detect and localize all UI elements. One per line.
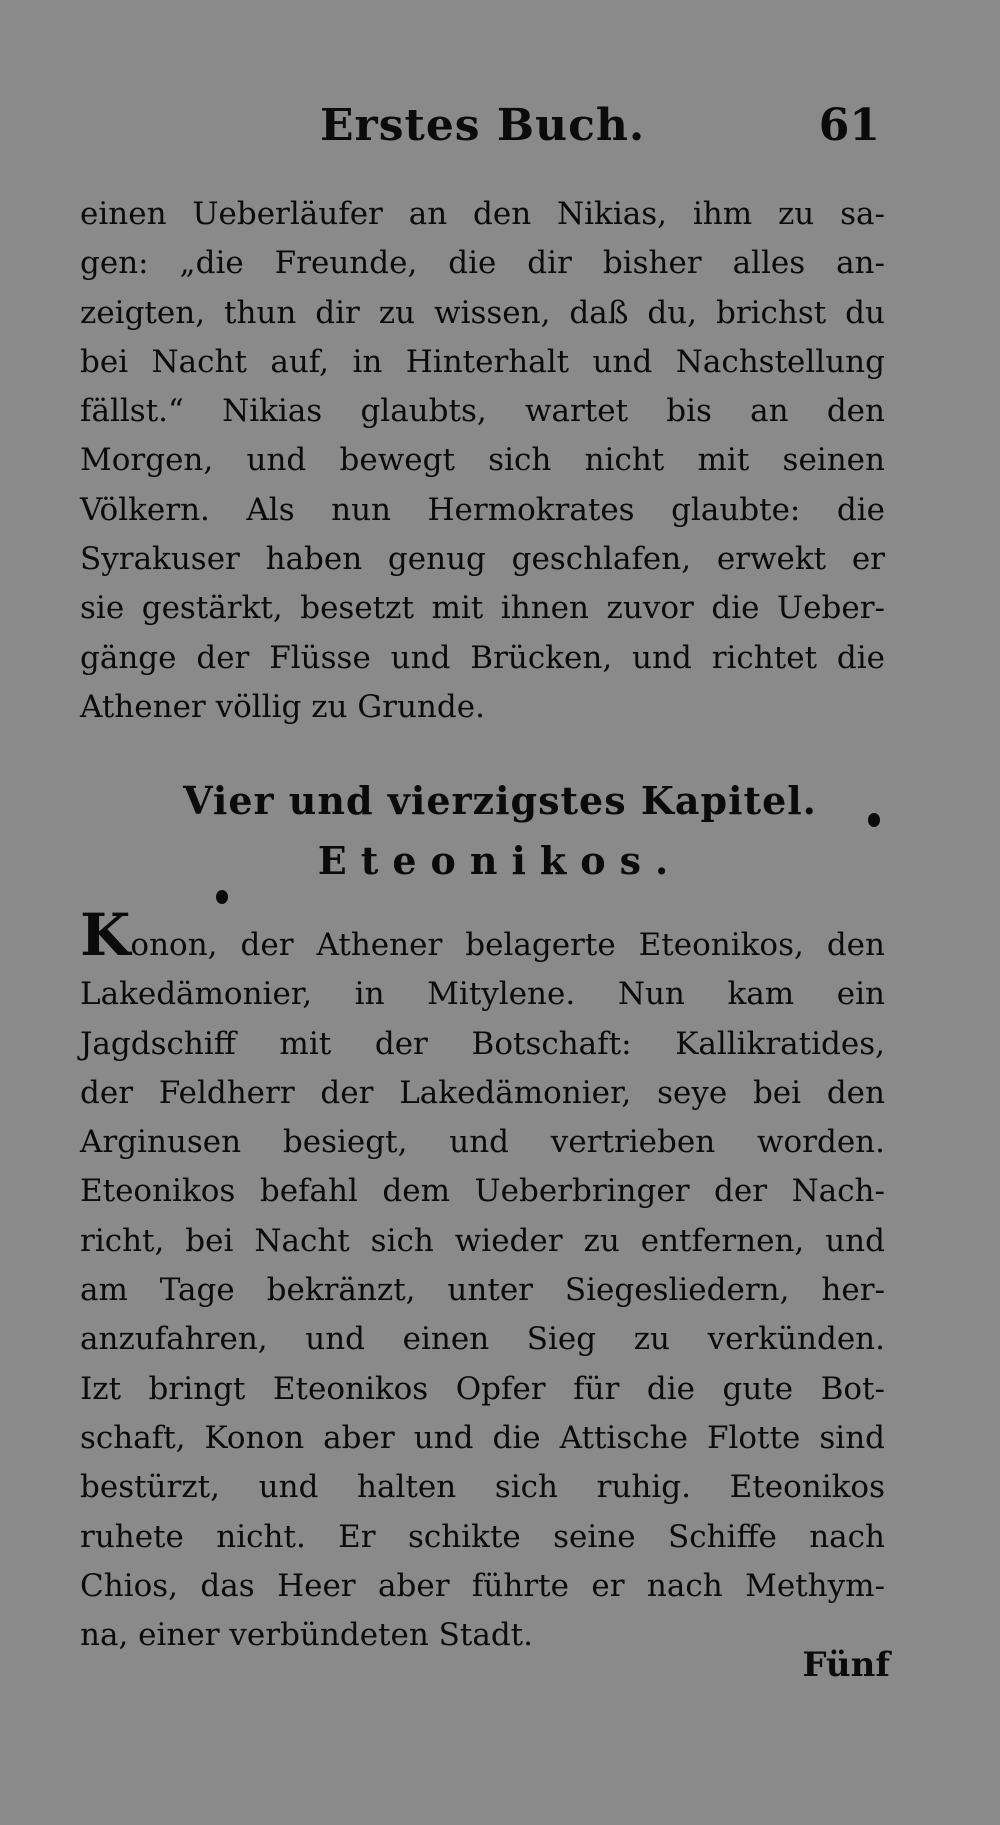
text-line: richt, bei Nacht sich wieder zu entfernen, und	[80, 1222, 885, 1259]
text-line	[80, 901, 885, 970]
ink-speck-icon	[868, 813, 880, 827]
text-line: bestürzt, und halten sich ruhig. Eteonikos	[80, 1469, 885, 1506]
chapter-heading: Vier und vierzigstes Kapitel.	[183, 778, 817, 823]
catchword: Fünf	[802, 1645, 890, 1685]
text-line: Chios, das Heer aber führte er nach Methym-	[80, 1567, 885, 1604]
text-line: ruhete nicht. Er schikte seine Schiffe nach	[80, 1518, 885, 1555]
page-number: 61	[818, 100, 880, 151]
text-line: Arginusen besiegt, und vertrieben worden.	[80, 1124, 885, 1161]
paragraph-1	[80, 190, 885, 732]
paragraph-2	[80, 901, 885, 1660]
running-head	[320, 100, 910, 160]
running-title: Erstes Buch.	[320, 100, 646, 151]
text-line: zeigten, thun dir zu wissen, daß du, brichst du	[80, 294, 885, 331]
drop-cap: K	[80, 901, 131, 969]
text-line: anzufahren, und einen Sieg zu verkünden.	[80, 1321, 885, 1358]
text-line: gänge der Flüsse und Brücken, und richtet die	[80, 639, 885, 676]
first-line-text: onon, der Athener belagerte Eteonikos, den	[130, 927, 885, 963]
text-line: Jagdschiff mit der Botschaft: Kallikratides,	[80, 1025, 885, 1062]
text-line: Völkern. Als nun Hermokrates glaubte: die	[80, 491, 885, 528]
text-line: Morgen, und bewegt sich nicht mit seinen	[80, 442, 885, 479]
chapter-subheading: Eteonikos.	[317, 838, 683, 883]
text-line: bei Nacht auf, in Hinterhalt und Nachstellung	[80, 343, 885, 380]
text-line: Eteonikos befahl dem Ueberbringer der Nach-	[80, 1173, 885, 1210]
ink-speck-icon	[216, 890, 228, 904]
text-line: Athener völlig zu Grunde.	[80, 688, 485, 725]
text-line: Lakedämonier, in Mitylene. Nun kam ein	[80, 976, 885, 1013]
text-line: gen: „die Freunde, die dir bisher alles an-	[80, 245, 885, 282]
text-line: na, einer verbündeten Stadt.	[80, 1617, 533, 1654]
text-line: der Feldherr der Lakedämonier, seye bei den	[80, 1074, 885, 1111]
text-line: am Tage bekränzt, unter Siegesliedern, her-	[80, 1272, 885, 1309]
text-line: sie gestärkt, besetzt mit ihnen zuvor die Ueber-	[80, 590, 885, 627]
text-line: Izt bringt Eteonikos Opfer für die gute Bot-	[80, 1370, 885, 1407]
text-line: fällst.“ Nikias glaubts, wartet bis an den	[80, 393, 885, 430]
text-line: schaft, Konon aber und die Attische Flotte sind	[80, 1419, 885, 1456]
text-line: Syrakuser haben genug geschlafen, erwekt er	[80, 541, 885, 578]
text-line: einen Ueberläufer an den Nikias, ihm zu sa-	[80, 196, 885, 232]
